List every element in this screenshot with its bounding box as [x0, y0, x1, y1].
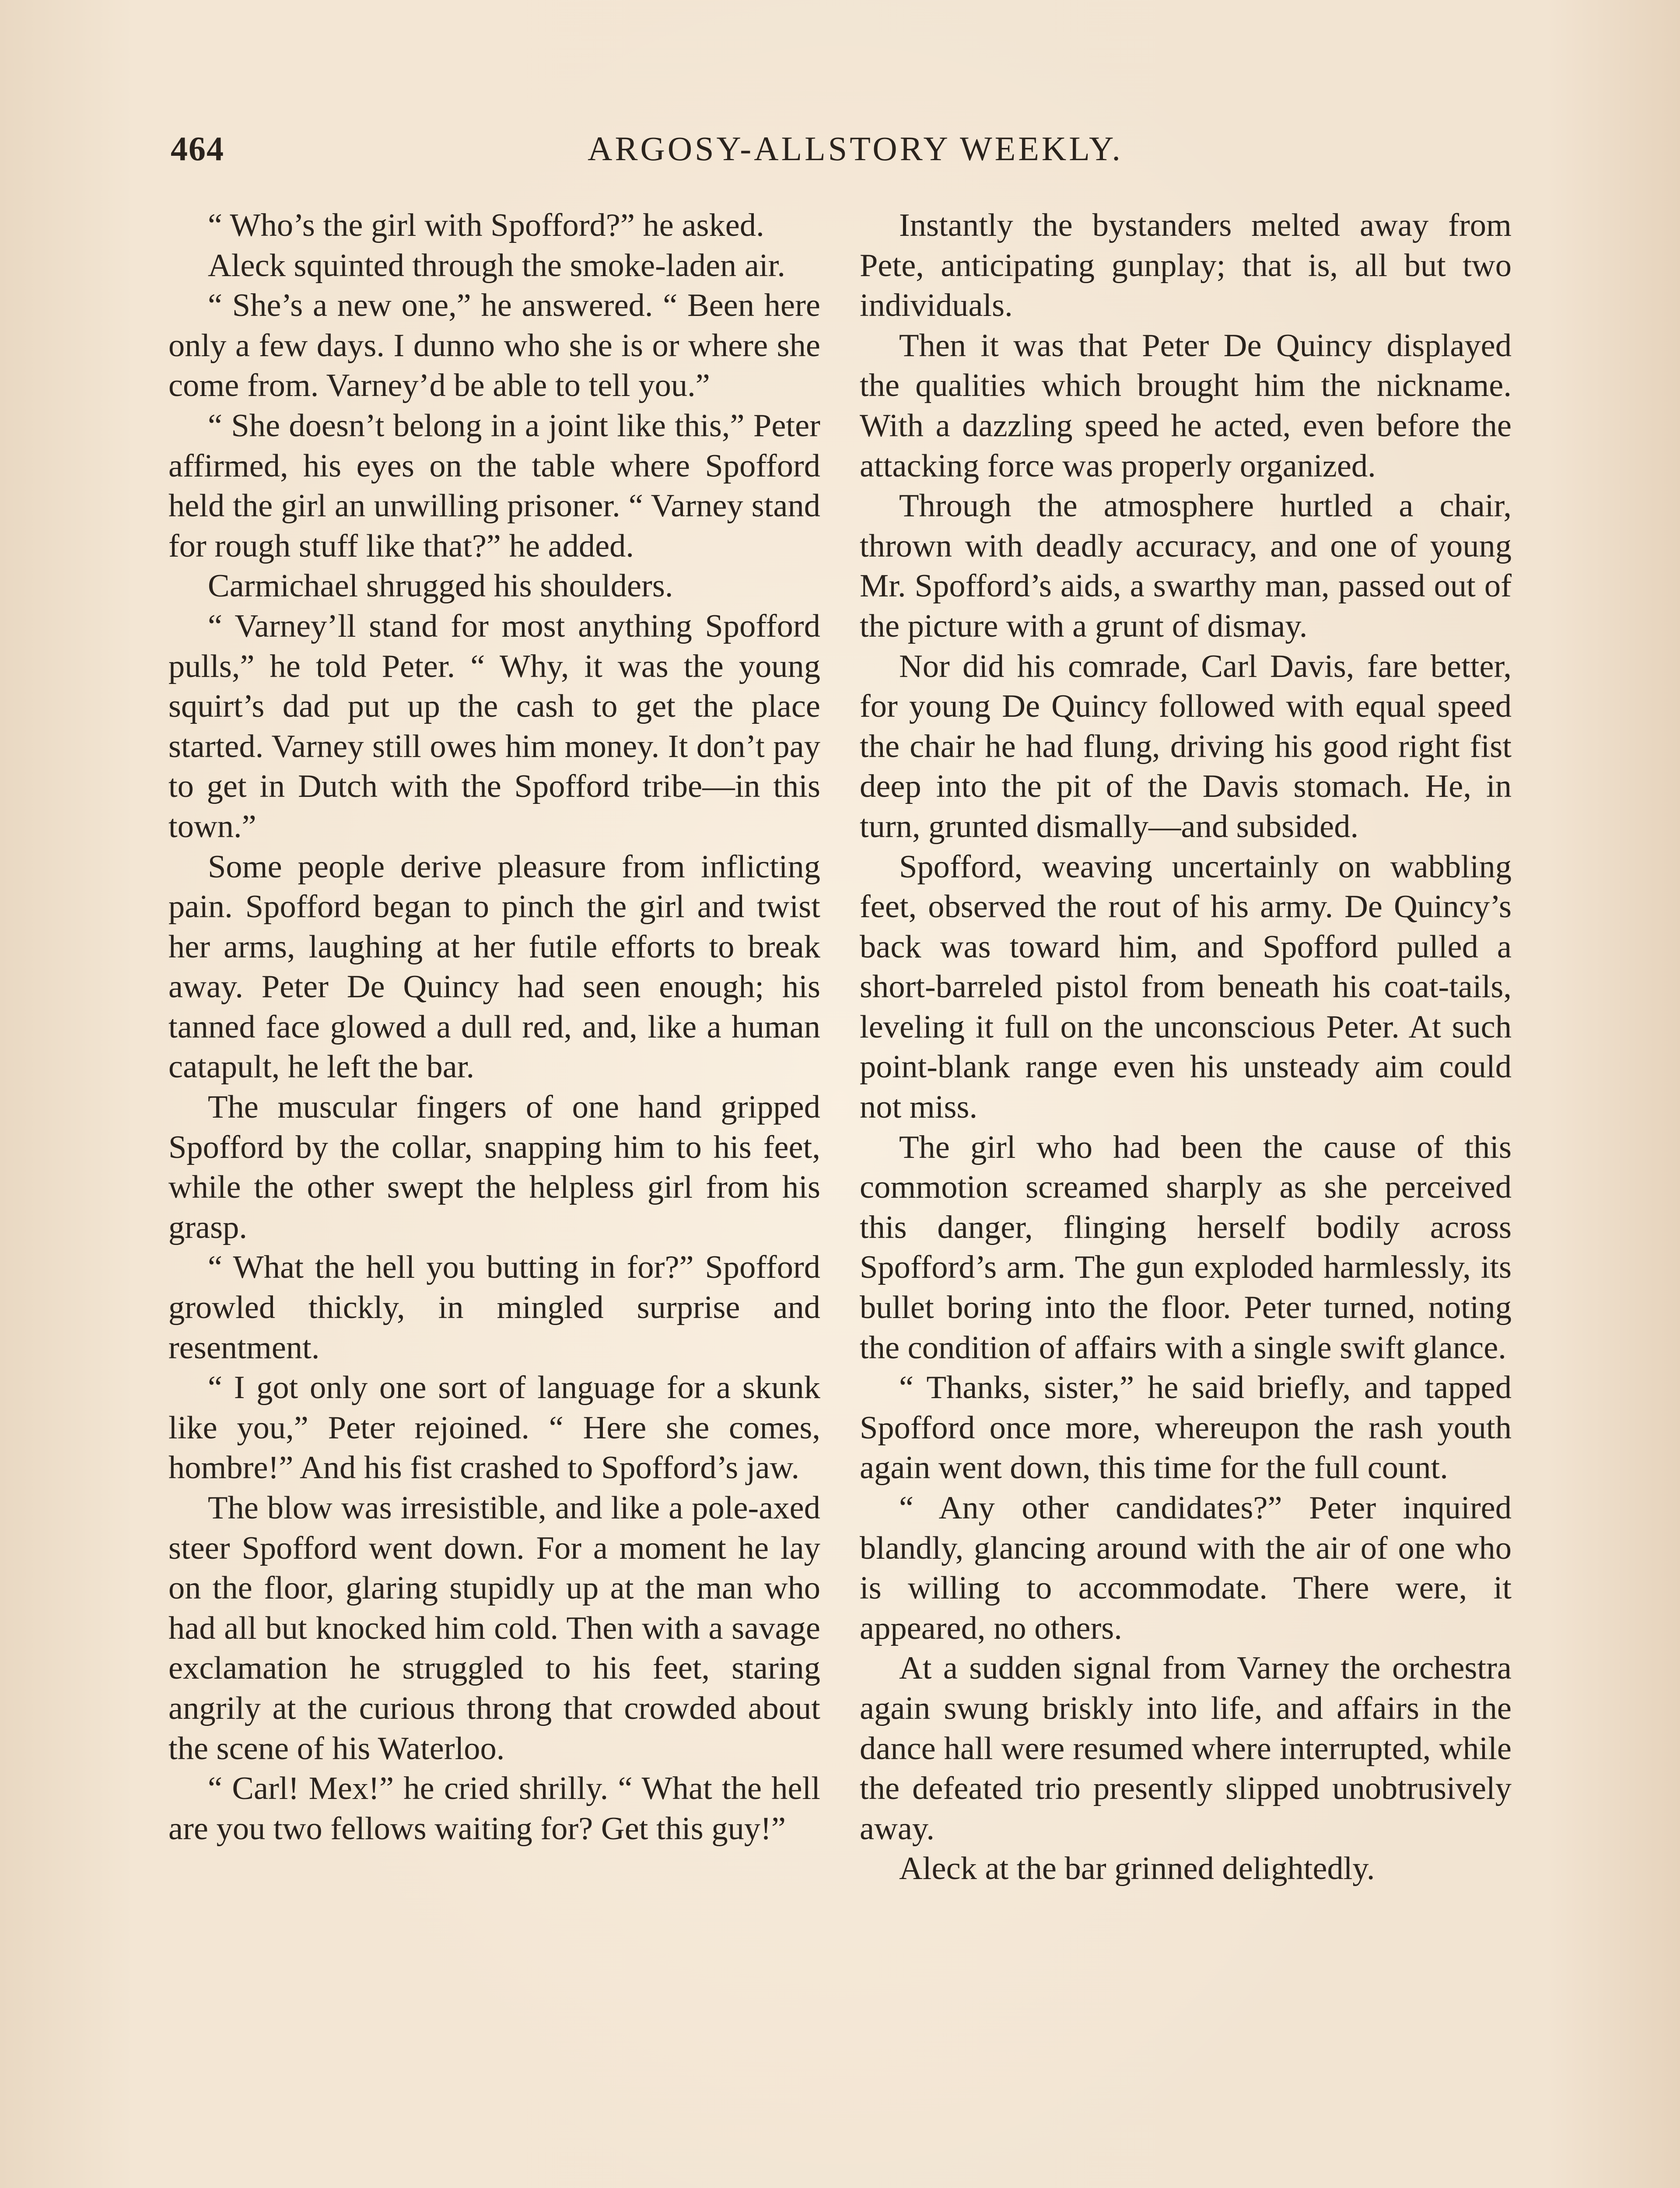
paragraph: Aleck at the bar grinned delightedly. [899, 1851, 1375, 1887]
page-number: 464 [171, 130, 224, 168]
page-header [171, 129, 1540, 182]
paragraph: “ She doesn’t belong in a joint like this,” Peter affirmed, his eyes on the table where Spofford held the girl an unwilling prisoner. “ Varney stand for rough stuff like that?” he added. [168, 407, 820, 564]
paragraph: Then it was that Peter De Quincy displayed the qualities which brought him the nickname. With a dazzling speed he acted, even before the attacking force was properly organized. [860, 327, 1512, 484]
paragraph: Some people derive pleasure from inflicting pain. Spofford began to pinch the girl and twist her arms, laughing at her futile efforts to break away. Peter De Quincy had seen enough; his tanned face glowed a dull red, and, like a human catapult, he left the bar. [168, 849, 820, 1085]
paragraph: “ Thanks, sister,” he said briefly, and tapped Spofford once more, whereupon the rash youth again went down, this time for the full count. [860, 1370, 1512, 1486]
left-column [168, 206, 820, 1849]
paragraph: “ Any other candidates?” Peter inquired blandly, glancing around with the air of one who is willing to accommodate. There were, it appeared, no others. [860, 1490, 1512, 1646]
right-column [860, 206, 1512, 1889]
paragraph: “ Carl! Mex!” he cried shrilly. “ What the hell are you two fellows waiting for? Get this guy!” [168, 1771, 820, 1847]
paragraph: Aleck squinted through the smoke-laden air. [208, 247, 785, 284]
running-title: ARGOSY-ALLSTORY WEEKLY. [588, 130, 1123, 168]
paragraph: Spofford, weaving uncertainly on wabbling feet, observed the rout of his army. De Quincy’s back was toward him, and Spofford pulled a short-barreled pistol from beneath his coat-tails, leveling it full on the unconscious Peter. At such point-blank range even his unsteady aim could not miss. [860, 849, 1512, 1126]
paragraph: At a sudden signal from Varney the orchestra again swung briskly into life, and affairs in the dance hall were resumed where interrupted, while the defeated trio presently slipped unobtrusively away. [860, 1650, 1512, 1847]
paragraph: “ I got only one sort of language for a skunk like you,” Peter rejoined. “ Here she comes, hombre!” And his fist crashed to Spofford’s jaw. [168, 1370, 820, 1486]
paragraph: “ Who’s the girl with Spofford?” he asked. [208, 207, 764, 243]
paragraph: Through the atmosphere hurtled a chair, thrown with deadly accuracy, and one of young Mr. Spofford’s aids, a swarthy man, passed out of the picture with a grunt of dismay. [860, 488, 1512, 644]
paragraph: Nor did his comrade, Carl Davis, fare better, for young De Quincy followed with equal speed the chair he had flung, driving his good right fist deep into the pit of the Davis stomach. He, in turn, grunted dismally—and subsided. [860, 648, 1512, 845]
paragraph: “ Varney’ll stand for most anything Spofford pulls,” he told Peter. “ Why, it was the young squirt’s dad put up the cash to get the place started. Varney still owes him money. It don’t pay to get in Dutch with the Spofford tribe—in this town.” [168, 608, 820, 845]
paragraph: “ She’s a new one,” he answered. “ Been here only a few days. I dunno who she is or where she come from. Varney’d be able to tell you.” [168, 288, 820, 404]
paragraph: The blow was irresistible, and like a pole-axed steer Spofford went down. For a moment he lay on the floor, glaring stupidly up at the man who had all but knocked him cold. Then with a savage exclamation he struggled to his feet, staring angrily at the curious throng that crowded about the scene of his Waterloo. [168, 1490, 820, 1767]
paragraph: Instantly the bystanders melted away from Pete, anticipating gunplay; that is, all but two individuals. [860, 207, 1512, 324]
paragraph: “ What the hell you butting in for?” Spofford growled thickly, in mingled surprise and resentment. [168, 1249, 820, 1366]
paragraph: Carmichael shrugged his shoulders. [208, 568, 673, 604]
paragraph: The girl who had been the cause of this commotion screamed sharply as she perceived this danger, flinging herself bodily across Spofford’s arm. The gun exploded harmlessly, its bullet boring into the floor. Peter turned, noting the condition of affairs with a single swift glance. [860, 1129, 1512, 1366]
paragraph: The muscular fingers of one hand gripped Spofford by the collar, snapping him to his feet, while the other swept the helpless girl from his grasp. [168, 1089, 820, 1245]
